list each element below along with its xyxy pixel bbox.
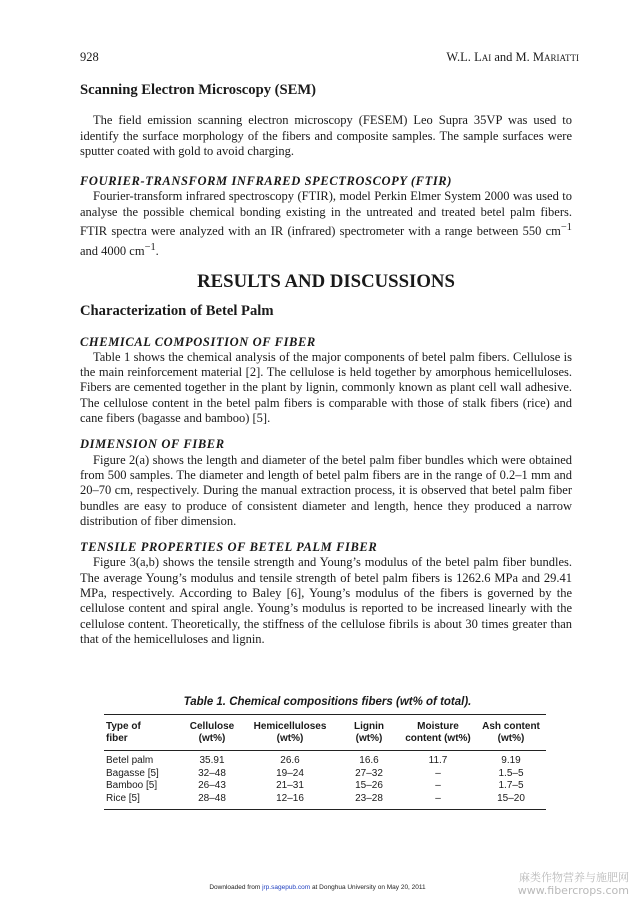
table-cell: 26.6 (280, 755, 300, 766)
table-row (104, 780, 546, 793)
table-cell: 1.5–5 (498, 767, 524, 779)
table-cell: Bagasse [5] (106, 767, 159, 779)
table-cell: Rice [5] (106, 792, 140, 804)
characterization-heading: Characterization of Betel Palm (80, 303, 274, 320)
table-row (104, 793, 546, 810)
sagepub-link[interactable]: jrp.sagepub.com (262, 884, 311, 891)
table-cell: 1.7–5 (498, 780, 524, 791)
header-cellulose: Cellulose (wt%) (189, 721, 235, 744)
dimension-heading: DIMENSION OF FIBER (80, 437, 225, 452)
table-cell: 21–31 (276, 780, 304, 791)
table-header-row (104, 715, 546, 751)
tensile-paragraph: Figure 3(a,b) shows the tensile strength and Young’s modulus of the betel palm fiber bundles. The average Young’s modulus and tensile strength of betel palm fibers is 1262.6 MPa and 29.41 MPa, respectively. According to Baley [6], Young’s modulus of the fibers is governed by the cellulose content and spiral angle. Young’s modulus is reported to be increased linearly with the cellulose content. Theoretically, the stiffness of the cellulose fibrils is about 30 times greater than that of the hemicelluloses and lignin. (80, 555, 572, 646)
table-cell: – (435, 780, 441, 791)
ftir-paragraph: Fourier-transform infrared spectroscopy (FTIR), model Perkin Elmer System 2000 was used to analyse the possible chemical bonding existing in the untreated and treated betel palm fibers. FTIR spectra were analyzed with an IR (infrared) spectrometer with a range between 550 $cm^{-1}$ and 4000 $cm^{-1}$. (80, 189, 572, 258)
table-row (104, 768, 546, 781)
table-cell: 28–48 (198, 792, 226, 804)
running-header-authors: W.L. Lai and M. Mariatti (446, 50, 579, 64)
table-cell: 16.6 (359, 755, 379, 766)
chemical-heading: CHEMICAL COMPOSITION OF FIBER (80, 334, 316, 349)
sem-paragraph: The field emission scanning electron microscopy (FESEM) Leo Supra 35VP was used to identify the surface morphology of the fibers and composite samples. The sample surfaces were sputter coated with gold to avoid charging. (80, 113, 572, 158)
header-ash: Ash content (wt%) (482, 721, 540, 744)
table-cell: 9.19 (501, 755, 521, 766)
chemical-paragraph: Table 1 shows the chemical analysis of the major components of betel palm fibers. Cellulose is the main reinforcement material [2]. The cellulose is held together by amorphous hemicelluloses. Fibers are cemented together in the plant by lignin, commonly known as plant cell wall adhesive. The cellulose content in the betel palm fibers is comparable with those of stalk fibers (rice) and cane fibers (bagasse and bamboo) [5]. (80, 349, 572, 426)
header-type: Type of fiber (106, 721, 141, 744)
table-cell: 19–24 (276, 767, 304, 779)
article-body (80, 83, 572, 647)
site-watermark: 麻类作物营养与施肥网 www.fibercrops.com (517, 871, 629, 897)
table-cell: 26–43 (198, 780, 226, 791)
table-cell: – (435, 792, 441, 804)
table-cell: – (435, 767, 441, 779)
table-cell: 11.7 (428, 755, 448, 766)
results-heading: RESULTS AND DISCUSSIONS (197, 270, 455, 292)
sem-heading: Scanning Electron Microscopy (SEM) (80, 82, 317, 98)
table-cell: 23–28 (355, 792, 383, 804)
header-lignin: Lignin (wt%) (354, 721, 384, 744)
table-cell: Betel palm (106, 755, 154, 766)
dimension-paragraph: Figure 2(a) shows the length and diameter of the betel palm fiber bundles which were obtained from 500 samples. The diameter and length of betel palm fibers are in the range of 0.2–1 mm and 20–70 cm, respectively. During the manual extraction process, it is observed that betel palm fiber bundles are easy to produce of consistent diameter and length, hence they produced a narrow distribution of fiber dimension. (80, 452, 572, 528)
header-hemicelluloses: Hemicelluloses (wt%) (253, 721, 327, 744)
table-cell: 32–48 (198, 767, 226, 779)
table-cell: 15–26 (355, 780, 383, 791)
table-cell: 12–16 (276, 792, 304, 804)
table-cell: 27–32 (355, 767, 383, 779)
ftir-heading: FOURIER-TRANSFORM INFRARED SPECTROSCOPY (FTIR) (80, 174, 453, 189)
page-number: 928 (80, 50, 99, 64)
tensile-heading: TENSILE PROPERTIES OF BETEL PALM FIBER (80, 540, 378, 555)
table-cell: Bamboo [5] (106, 780, 158, 791)
table-cell: 15–20 (497, 792, 525, 804)
table-row (104, 751, 546, 768)
header-moisture: Moisture content (wt%) (405, 721, 471, 744)
chemical-composition-table (104, 714, 546, 810)
table-cell: 35.91 (199, 755, 225, 766)
table-caption: Table 1. Chemical compositions fibers (wt% of total). (183, 696, 472, 708)
download-footer: Downloaded from jrp.sagepub.com at Donghua University on May 20, 2011 (209, 884, 426, 891)
